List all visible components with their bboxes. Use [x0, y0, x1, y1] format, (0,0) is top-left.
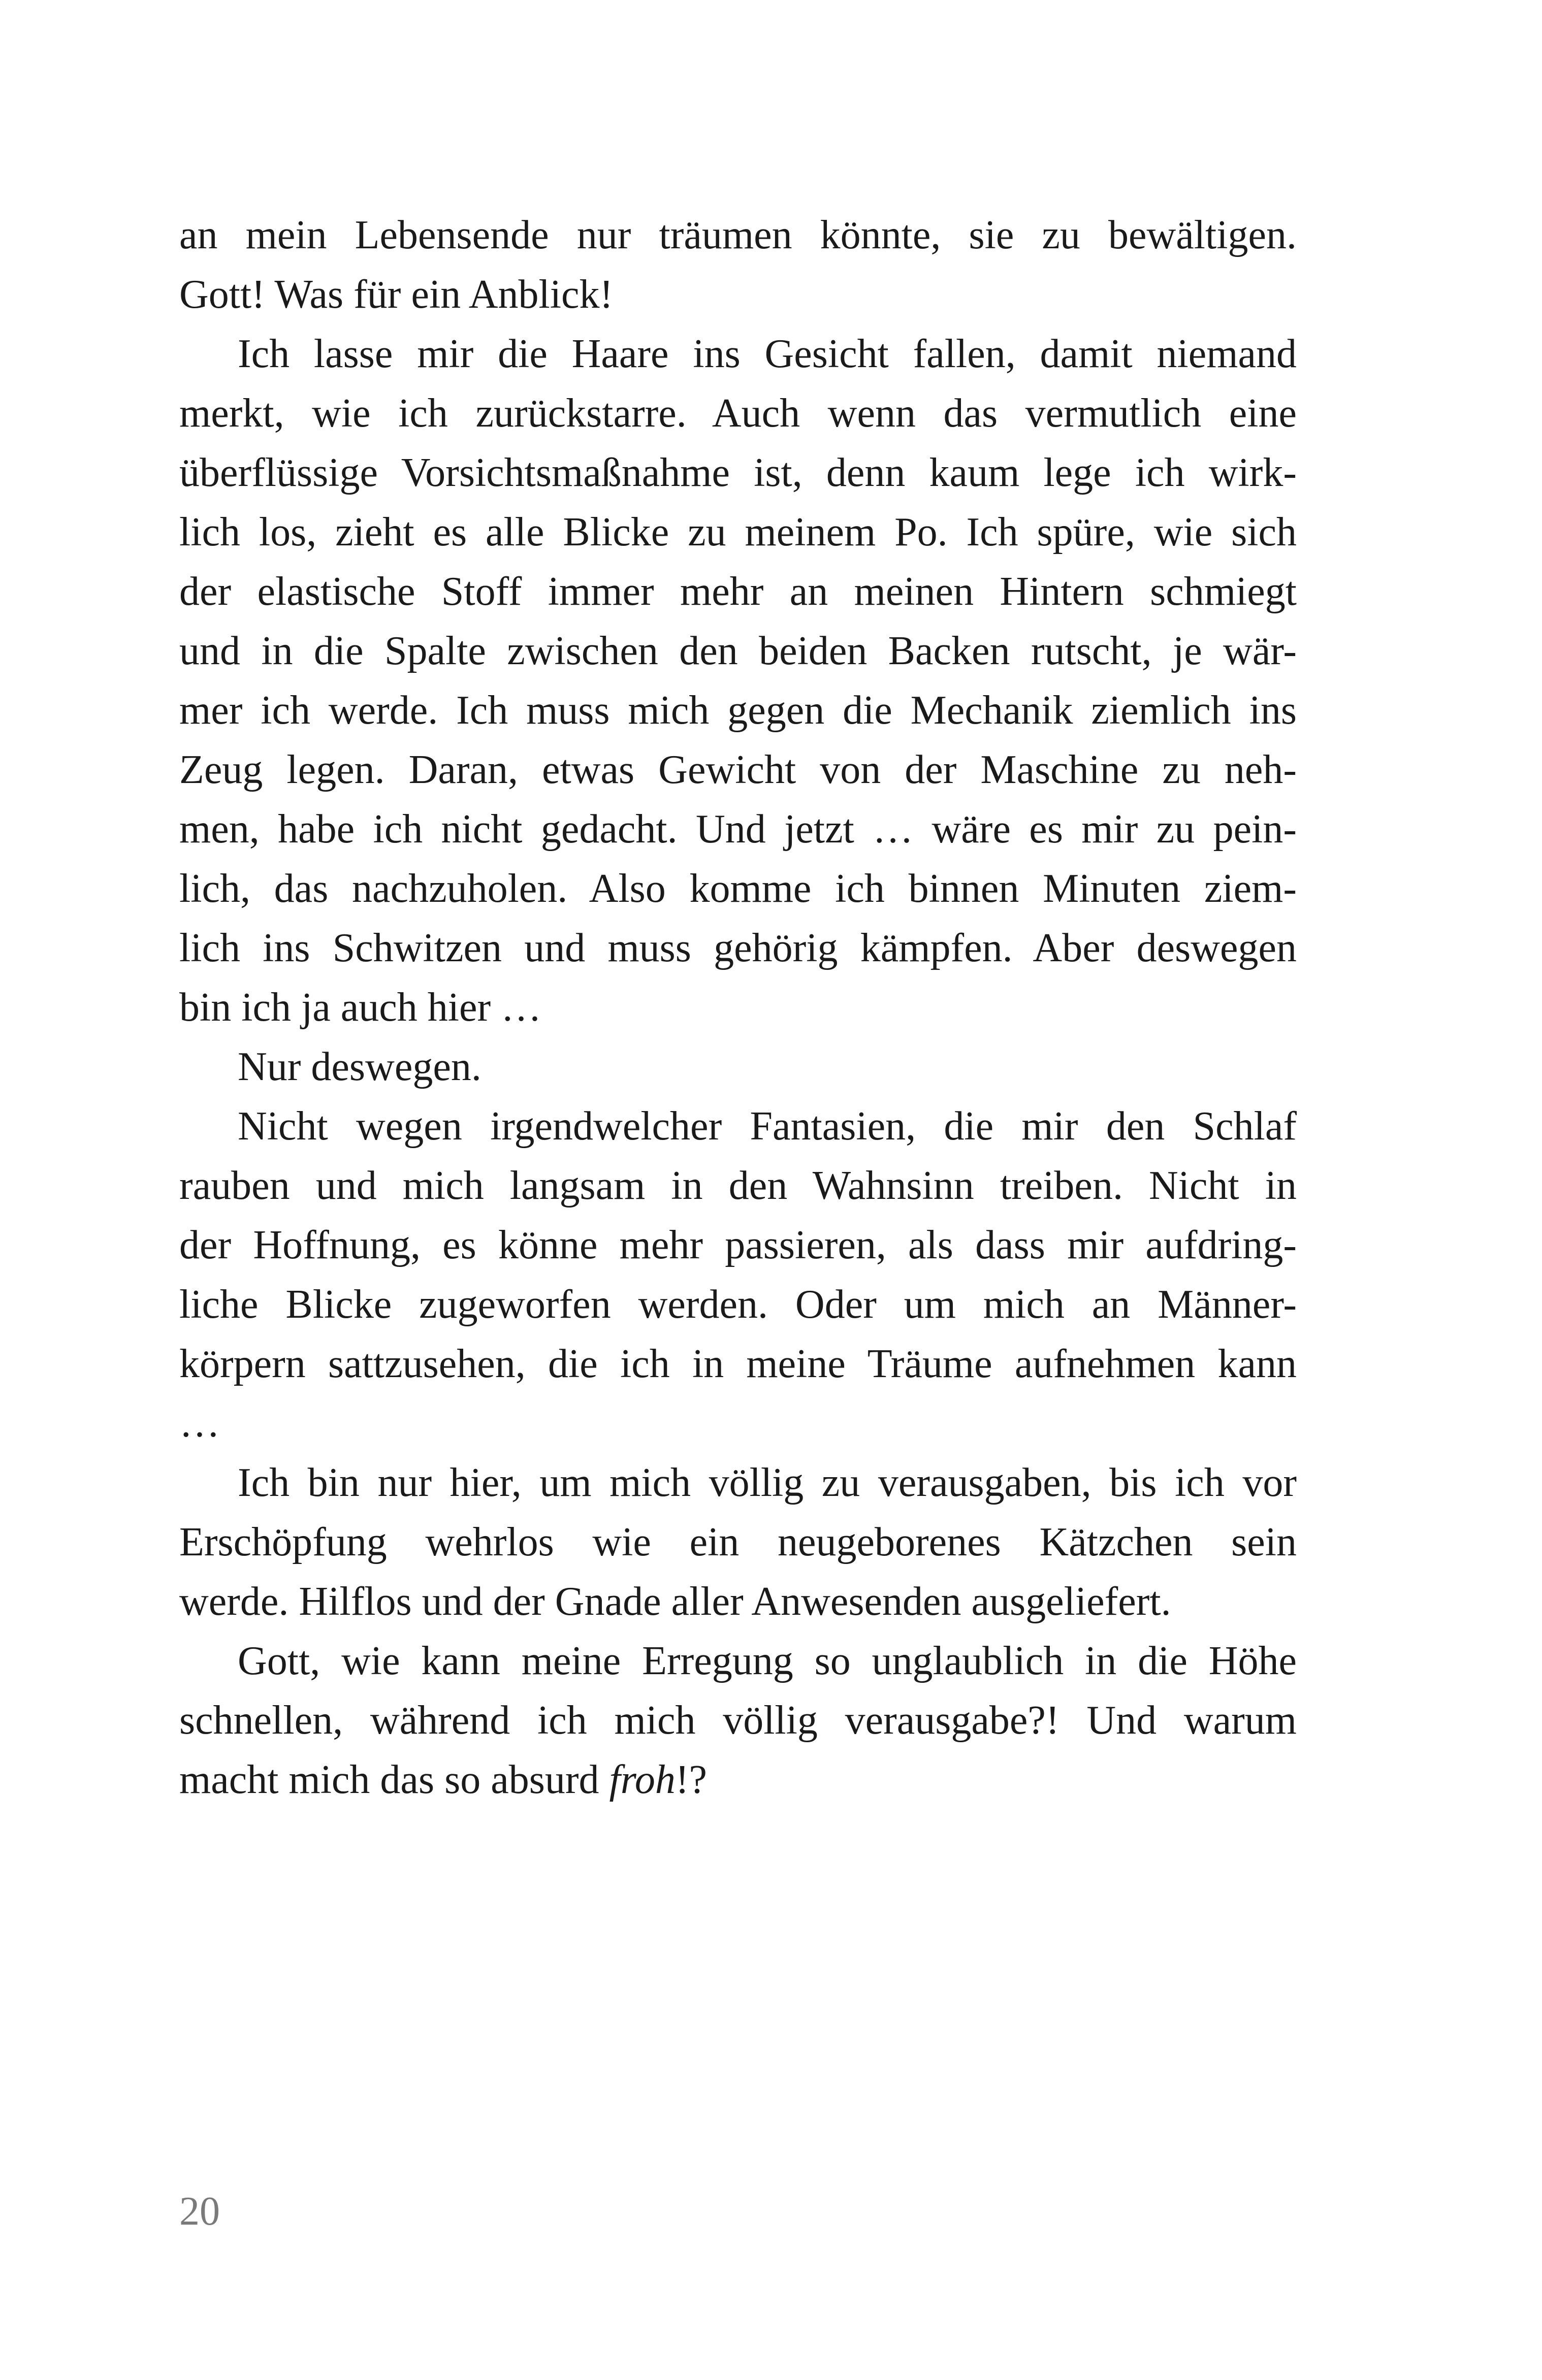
body-text — [179, 206, 1297, 1810]
text-line: … — [179, 1401, 220, 1446]
page-number: 20 — [179, 2189, 220, 2234]
italic-word: froh — [609, 1757, 676, 1802]
text-line: bin ich ja auch hier … — [179, 985, 542, 1030]
text-line: überflüssige Vorsichtsmaßnahme ist, denn kaum lege ich wirk- — [179, 450, 1297, 495]
text-line: und in die Spalte zwischen den beiden Backen rutscht, je wär- — [179, 629, 1297, 673]
text-line: men, habe ich nicht gedacht. Und jetzt … wäre es mir zu pein- — [179, 807, 1297, 852]
paragraph-start-line: Ich bin nur hier, um mich völlig zu verausgaben, bis ich vor — [238, 1460, 1297, 1505]
text-line: Zeug legen. Daran, etwas Gewicht von der Maschine zu neh- — [179, 747, 1297, 792]
text-line: an mein Lebensende nur träumen könnte, sie zu bewältigen. — [179, 213, 1297, 257]
paragraph-start-line: Nicht wegen irgendwelcher Fantasien, die mir den Schlaf — [238, 1104, 1297, 1149]
text-line: liche Blicke zugeworfen werden. Oder um mich an Männer- — [179, 1282, 1297, 1327]
text-line: schnellen, während ich mich völlig verausgabe?! Und warum — [179, 1698, 1297, 1743]
text-line: Erschöpfung wehrlos wie ein neugeborenes Kätzchen sein — [179, 1520, 1297, 1564]
text-fragment: macht mich das so absurd — [179, 1757, 609, 1802]
text-line: lich ins Schwitzen und muss gehörig kämpfen. Aber deswegen — [179, 926, 1297, 970]
paragraph-start-line: Ich lasse mir die Haare ins Gesicht fallen, damit niemand — [238, 332, 1297, 376]
text-line: werde. Hilflos und der Gnade aller Anwesenden ausgeliefert. — [179, 1579, 1171, 1624]
text-line: der Hoffnung, es könne mehr passieren, als dass mir aufdring- — [179, 1223, 1297, 1267]
text-line: lich, das nachzuholen. Also komme ich binnen Minuten ziem- — [179, 866, 1297, 911]
text-fragment: !? — [675, 1757, 708, 1802]
text-line: der elastische Stoff immer mehr an meinen Hintern schmiegt — [179, 569, 1297, 614]
text-line: körpern sattzusehen, die ich in meine Träume aufnehmen kann — [179, 1342, 1297, 1386]
text-line: merkt, wie ich zurückstarre. Auch wenn das vermutlich eine — [179, 391, 1297, 436]
text-line: Gott! Was für ein Anblick! — [179, 272, 614, 317]
text-line: mer ich werde. Ich muss mich gegen die Mechanik ziemlich ins — [179, 688, 1297, 733]
text-line: lich los, zieht es alle Blicke zu meinem Po. Ich spüre, wie sich — [179, 510, 1297, 555]
last-text-line — [179, 1750, 1297, 1810]
paragraph-start-line: Nur deswegen. — [238, 1045, 481, 1089]
text-line: rauben und mich langsam in den Wahnsinn treiben. Nicht in — [179, 1163, 1297, 1208]
paragraph-start-line: Gott, wie kann meine Erregung so unglaublich in die Höhe — [238, 1639, 1297, 1683]
